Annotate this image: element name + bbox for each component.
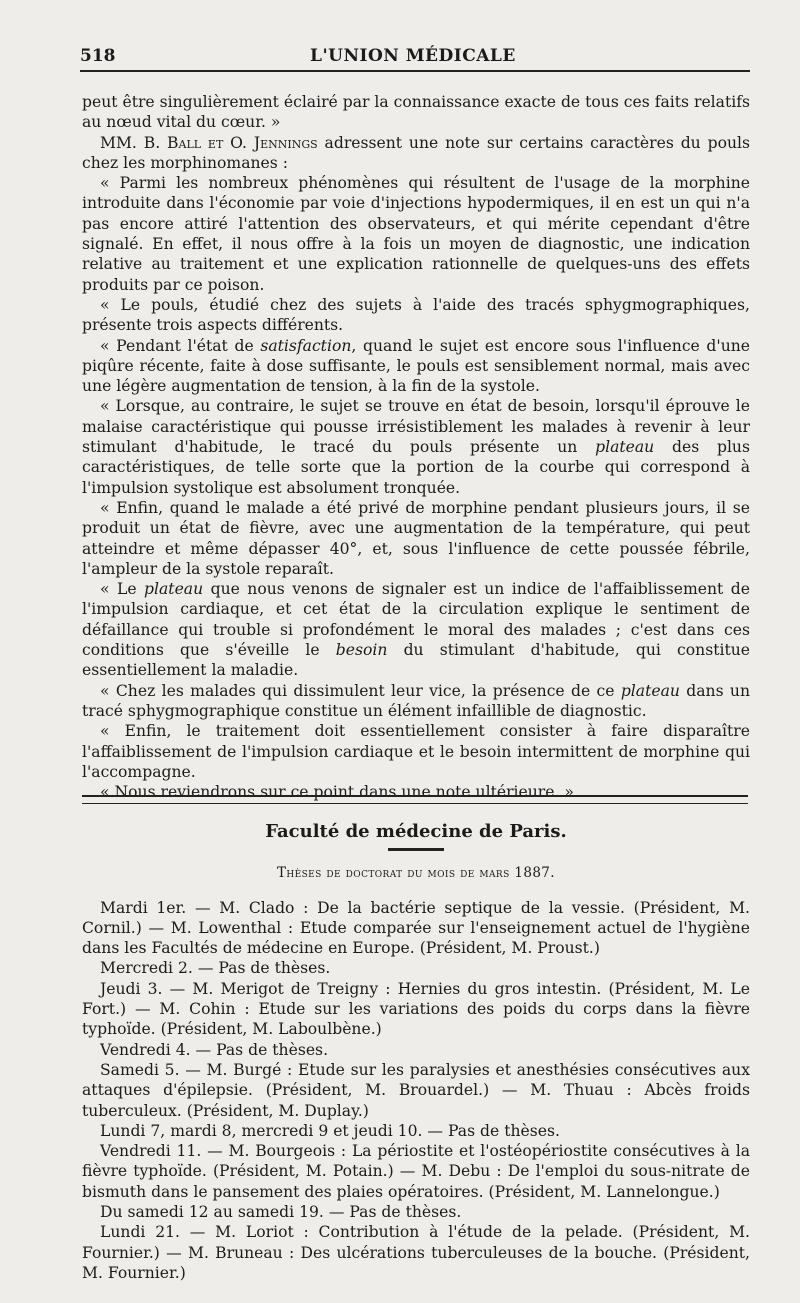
thesis-entry: Mardi 1er. — M. Clado : De la bactérie septique de la vessie. (Président, M. Cornil.) — M. Lowenthal : Etude comparée sur l'enseignement actuel de l'hygiène dans les Facultés de médecine en Europe. (Président, M. Proust.): [82, 898, 750, 958]
authors: MM. B. Ball et O. Jennings: [100, 133, 318, 152]
intro-paragraph: peut être singulièrement éclairé par la connaissance exacte de tous ces faits relatifs au nœud vital du cœur. »: [82, 93, 750, 132]
paragraph-6: [82, 579, 750, 680]
text-run: , quand le sujet est encore sous l'influence d'une piqûre récente, faite à dose suffisante, le pouls est sensiblement normal, mais avec une légère augmentation de tension, à la fin de la systole.: [82, 336, 751, 396]
authors-text: adressent une note sur certains caractères du pouls chez les morphinomanes :: [82, 133, 750, 172]
thesis-entry: Samedi 5. — M. Burgé : Etude sur les paralysies et anesthésies consécutives aux attaques d'épilepsie. (Président, M. Brouardel.) — M. Thuau : Abcès froids tuberculeux. (Président, M. Duplay.): [82, 1060, 750, 1120]
thesis-entry: Mercredi 2. — Pas de thèses.: [100, 959, 331, 978]
thesis-entry: Vendredi 4. — Pas de thèses.: [100, 1040, 329, 1059]
text-run: « Lorsque, au contraire, le sujet se trouve en état de besoin, lorsqu'il éprouve le malaise caractéristique qui pousse irrésistiblement les malades à revenir à leur stimulant d'habitude, le tracé du pouls présente un: [82, 397, 750, 457]
thesis-entry: Du samedi 12 au samedi 19. — Pas de thèses.: [100, 1203, 462, 1222]
section-title: Faculté de médecine de Paris.: [265, 821, 567, 842]
text-run: des plus caractéristiques, de telle sorte que la portion de la courbe qui correspond à l'impulsion systolique est absolument tronquée.: [82, 438, 750, 497]
text-run: dans un tracé sphygmographique constitue un élément infaillible de diagnostic.: [82, 681, 750, 720]
text-run: « Le: [100, 580, 145, 599]
section-subheading: Thèses de doctorat du mois de mars 1887.: [276, 865, 555, 882]
title-rule: [388, 848, 444, 851]
paragraph-2: « Le pouls, étudié chez des sujets à l'aide des tracés sphygmographiques, présente trois aspects différents.: [82, 295, 750, 335]
paragraph-1: « Parmi les nombreux phénomènes qui résultent de l'usage de la morphine introduite dans l'économie par voie d'injections hypodermiques, il en est un qui n'a pas encore attiré l'attention des observateurs, et qui mérite cependant d'être signalé. En effet, il nous offre à la fois un moyen de diagnostic, une indication relative au traitement et une explication rationnelle de quelques-uns des effets produits par ce poison.: [82, 174, 750, 294]
emphasis: besoin: [335, 641, 388, 660]
page-header: [80, 42, 750, 72]
thesis-entry: Vendredi 11. — M. Bourgeois : La périostite et l'ostéopériostite consécutives à la fièvre typhoïde. (Président, M. Potain.) — M. Debu : De l'emploi du sous-nitrate de bismuth dans le pansement des plaies opératoires. (Président, M. Lannelongue.): [82, 1142, 750, 1201]
text-run: « Chez les malades qui dissimulent leur vice, la présence de ce: [100, 681, 621, 700]
thesis-entry: Lundi 7, mardi 8, mercredi 9 et jeudi 10. — Pas de thèses.: [100, 1121, 560, 1140]
emphasis: plateau: [595, 438, 655, 457]
thesis-entry: Lundi 21. — M. Loriot : Contribution à l'étude de la pelade. (Président, M. Fournier.) — M. Bruneau : Des ulcérations tuberculeuses de la bouche. (Président, M. Fournier.): [82, 1223, 750, 1282]
thesis-entry: Jeudi 3. — M. Merigot de Treigny : Hernies du gros intestin. (Président, M. Le Fort.) — M. Cohin : Etude sur les variations des poids du corps dans la fièvre typhoïde. (Président, M. Laboulbène.): [82, 979, 750, 1039]
text-run: que nous venons de signaler est un indice de l'affaiblissement de l'impulsion cardiaque, et cet état de la circulation explique le sentiment de défaillance qui trouble si profondément le moral des malades ; c'est dans ces conditions que s'éveille le: [82, 580, 750, 660]
page-number: 518: [80, 46, 116, 66]
section-divider: [82, 795, 748, 804]
faculte-section: [82, 822, 750, 1283]
running-title: L'UNION MÉDICALE: [310, 46, 516, 66]
paragraph-7: [82, 681, 750, 722]
emphasis: satisfaction: [260, 336, 352, 355]
emphasis: plateau: [620, 681, 680, 700]
text-run: du stimulant d'habitude, qui constitue essentiellement la maladie.: [82, 641, 750, 680]
emphasis: plateau: [144, 580, 204, 599]
paragraph-9: « Nous reviendrons sur ce point dans une note ultérieure. »: [100, 783, 574, 802]
paragraph-8: « Enfin, le traitement doit essentiellement consister à faire disparaître l'affaiblissement de l'impulsion cardiaque et le besoin intermittent de morphine qui l'accompagne.: [82, 722, 750, 781]
paragraph-5: « Enfin, quand le malade a été privé de morphine pendant plusieurs jours, il se produit un état de fièvre, avec une augmentation de la température, qui peut atteindre et même dépasser 40°, et, sous l'influence de cette poussée fébrile, l'ampleur de la systole reparaît.: [82, 498, 750, 578]
paragraph-3: [82, 336, 750, 397]
authors-paragraph: [82, 133, 750, 174]
paragraph-4: [82, 396, 750, 497]
article-body: [82, 92, 750, 802]
text-run: « Pendant l'état de: [100, 336, 261, 355]
